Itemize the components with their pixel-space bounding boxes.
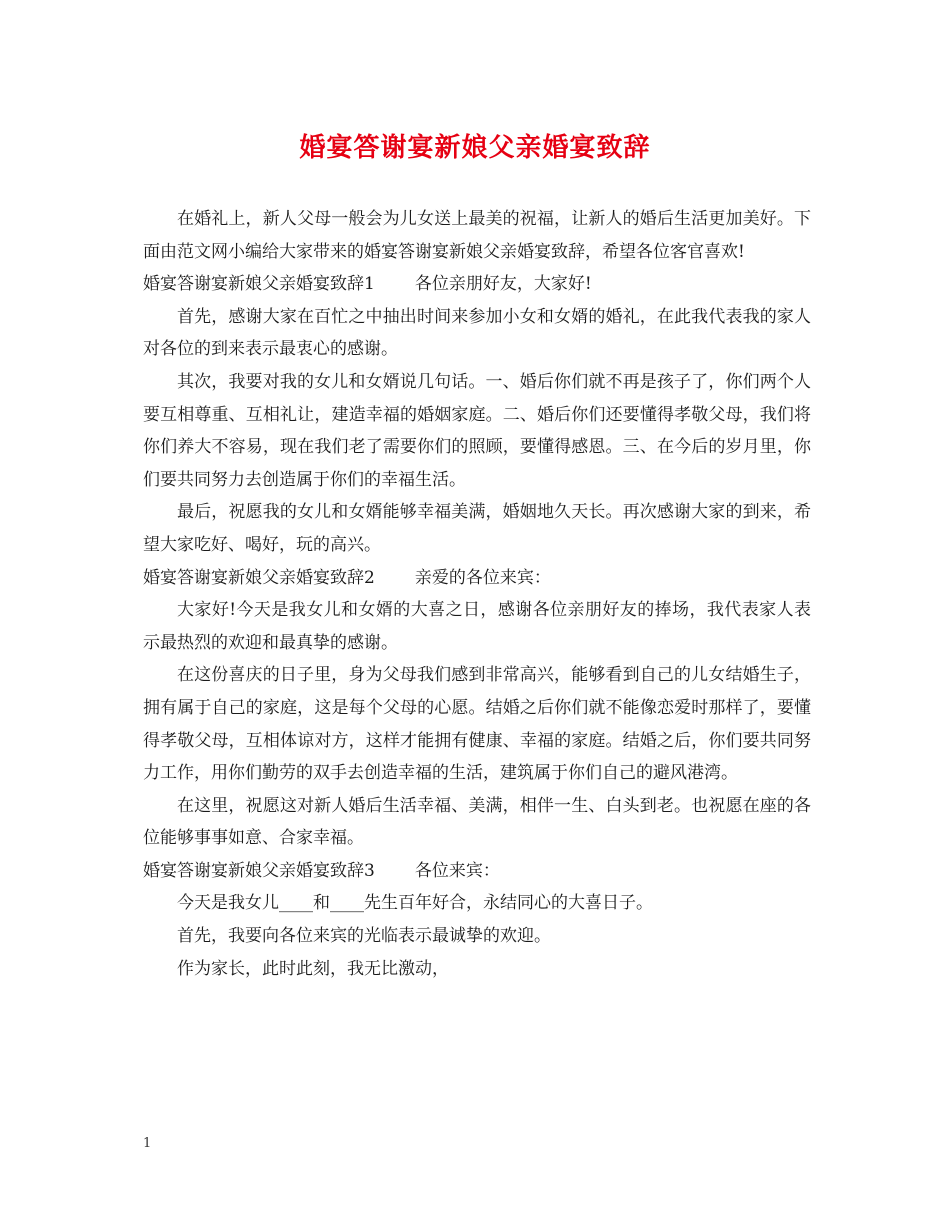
paragraph: 在这份喜庆的日子里，身为父母我们感到非常高兴，能够看到自己的儿女结婚生子，拥有属于自己的家庭，这是每个父母的心愿。结婚之后你们就不能像恋爱时那样了，要懂得孝敬父母，互相体谅对方，这样才能拥有健康、幸福的家庭。结婚之后，你们要共同努力工作，用你们勤劳的双手去创造幸福的生活，建筑属于你们自己的避风港湾。 xyxy=(143,665,811,784)
paragraph: 今天是我女儿____和____先生百年好合，永结同心的大喜日子。 xyxy=(177,893,653,914)
paragraph: 首先，感谢大家在百忙之中抽出时间来参加小女和女婿的婚礼，在此我代表我的家人对各位的到来表示最衷心的感谢。 xyxy=(143,306,811,360)
section-heading-salutation: 亲爱的各位来宾： xyxy=(414,567,551,588)
section-heading-salutation: 各位亲朋好友，大家好! xyxy=(414,274,592,295)
section-heading-title: 婚宴答谢宴新娘父亲婚宴致辞2 xyxy=(143,567,375,588)
paragraph: 最后，祝愿我的女儿和女婿能够幸福美满，婚姻地久天长。再次感谢大家的到来，希望大家吃好、喝好，玩的高兴。 xyxy=(143,502,811,555)
paragraph: 在这里，祝愿这对新人婚后生活幸福、美满，相伴一生、白头到老。也祝愿在座的各位能够事事如意、合家幸福。 xyxy=(143,795,811,849)
paragraph: 大家好!今天是我女儿和女婿的大喜之日，感谢各位亲朋好友的捧场，我代表家人表示最热烈的欢迎和最真挚的感谢。 xyxy=(143,600,811,653)
paragraph: 首先，我要向各位来宾的光临表示最诚挚的欢迎。 xyxy=(177,926,551,947)
paragraph: 其次，我要对我的女儿和女婿说几句话。一、婚后你们就不再是孩子了，你们两个人要互相尊重、互相礼让，建造幸福的婚姻家庭。二、婚后你们还要懂得孝敬父母，我们将你们养大不容易，现在我们老了需要你们的照顾，要懂得感恩。三、在今后的岁月里，你们要共同努力去创造属于你们的幸福生活。 xyxy=(143,371,811,490)
section-heading xyxy=(143,855,811,888)
document-title: 婚宴答谢宴新娘父亲婚宴致辞 xyxy=(299,133,651,163)
document-body xyxy=(143,203,811,985)
section-heading-title: 婚宴答谢宴新娘父亲婚宴致辞3 xyxy=(143,860,375,881)
section-heading xyxy=(143,562,811,595)
section-heading-salutation: 各位来宾： xyxy=(414,860,500,881)
section-heading-title: 婚宴答谢宴新娘父亲婚宴致辞1 xyxy=(143,274,375,295)
paragraph: 在婚礼上，新人父母一般会为儿女送上最美的祝福，让新人的婚后生活更加美好。下面由范文网小编给大家带来的婚宴答谢宴新娘父亲婚宴致辞，希望各位客官喜欢! xyxy=(143,209,811,262)
paragraph: 作为家长，此时此刻，我无比激动， xyxy=(177,958,449,979)
page-number: 1 xyxy=(143,1136,152,1151)
section-heading xyxy=(143,268,811,301)
